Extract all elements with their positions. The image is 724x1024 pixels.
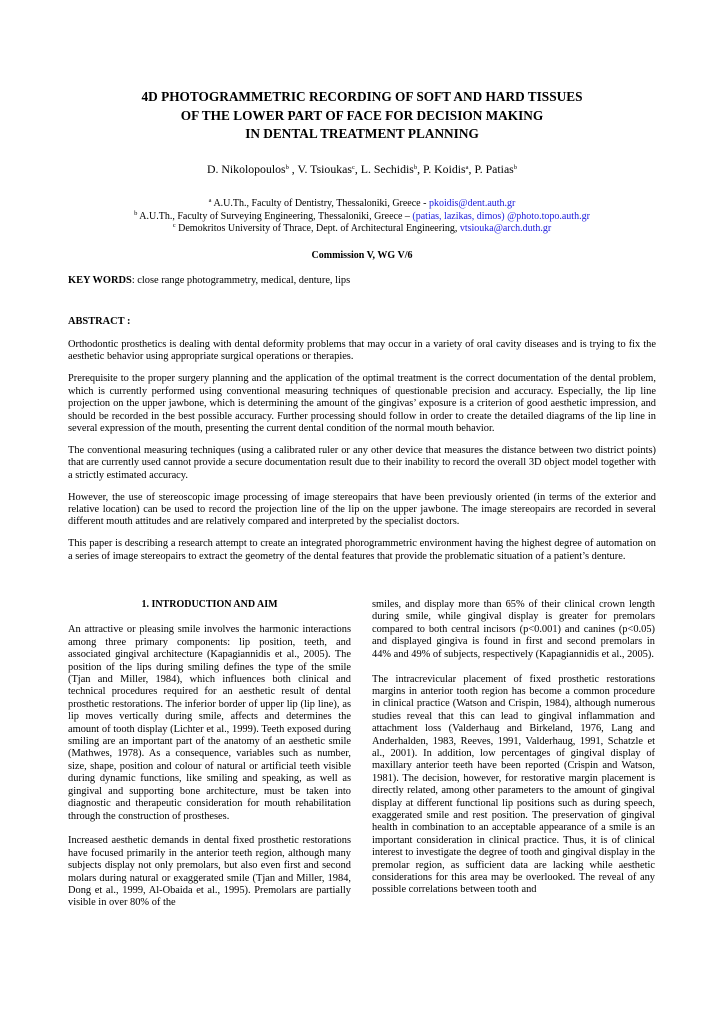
affiliation-text: Demokritos University of Thrace, Dept. of Architectural Engineering, [175,223,460,235]
affiliation-text: A.U.Th., Faculty of Dentistry, Thessaloniki, Greece - [211,198,429,209]
body-paragraph: The intracrevicular placement of fixed prosthetic restorations margins in anterior tooth region has become a common procedure in clinical practice (Watson and Crispin, 1984), although numerous studies reveal that this can lead to gingival inflammation and attachment loss (Valderhaug and Birkeland, 1976, Lang and Anderhalden, 1983, Reeves, 1991, Valderhaug, 1991, Schatzle et al., 2001). In addition, low percentages of gingival display of maxillary anterior teeth have been reported (Crispin and Watson, 1981). The decision, however, for restorative margin placement is directly related, among other parameters to the amount of gingival display at different functional lip positions such as during speech, exaggerated smile and rest position. The preservation of gingival health in combination to an acceptable appearance of a smile is an important consideration in clinical practice. Thus, it is of clinical interest to investigate the degree of tooth and gingival display in the premolar region, as sufficient data are lacking while aesthetic considerations for this area may be overlooked. The reveal of any possible correlations between tooth and [372,673,655,896]
author-list [60,162,664,176]
title-line-2: OF THE LOWER PART OF FACE FOR DECISION MAKING [180,107,544,123]
author-affil-mark: b [285,164,289,171]
affiliation-text: A.U.Th., Faculty of Surveying Engineering, Thessaloniki, Greece – [137,210,413,222]
affiliation-email-link[interactable]: vtsiouka@arch.duth.gr [459,223,552,235]
author-separator: , [288,162,298,176]
paper-title [60,88,664,144]
author-name: V. Tsioukas [297,162,352,176]
title-line-1: 4D PHOTOGRAMMETRIC RECORDING OF SOFT AND HARD TISSUES [141,89,583,104]
keywords [68,275,656,287]
body-paragraph: Increased aesthetic demands in dental fixed prosthetic restorations have focused primarily in the anterior teeth region, although many subjects display not only premolars, but also even first and second molars during natural or exaggerated smile (Tjan and Miller, 1984, Dong et al., 1999, Al-Obaida et al., 1995). Premolars are partially visible in over 80% of the [68,835,351,909]
keywords-label: KEY WORDS [68,275,132,286]
author-name: P. Koidis [423,162,466,176]
affiliations [40,198,684,236]
affiliation-mark: c [172,222,176,230]
body-paragraph: smiles, and display more than 65% of their clinical crown length during smile, while gingival display is greater for premolars compared to both central incisors (p<0.001) and canines (p<0.05) and displayed gingiva is found in first and second premolars in 44% and 49% of subjects, respectively (Kapagiannidis et al., 2005). [372,599,655,660]
affiliation-line [40,223,684,236]
author-affil-mark: b [513,164,518,171]
author-separator: , [468,162,475,176]
title-line-3: IN DENTAL TREATMENT PLANNING [245,126,479,141]
author-affil-mark: b [413,164,418,171]
left-column [68,598,351,922]
abstract-paragraph: However, the use of stereoscopic image processing of image stereopairs that have been previously oriented (in terms of the exterior and relative location) can be used to record the projection line of the lip on the upper jawbone. The image stereopairs are recorded in several different mouth attitudes and are relatively compared and interpreted by the specialist doctors. [68,491,656,528]
affiliation-email-link[interactable]: (patias, lazikas, dimos) @photo.topo.auth.gr [412,210,590,222]
commission-label: Commission V, WG V/6 [311,250,413,261]
author-separator: , [354,162,361,176]
affiliation-email-link[interactable]: pkoidis@dent.auth.gr [428,198,516,209]
affiliation-mark: a [208,197,212,204]
affiliation-line [40,211,684,224]
abstract-body [68,339,656,573]
abstract-paragraph: Prerequisite to the proper surgery planning and the application of the optimal treatment is the correct documentation of the dental problem, which is currently performed using conventional measuring techniques of questionable precision and accuracy. Especially, the lip line projection on the upper jawbone, which is determining the amount of the gingivas’ exposure is a criterion of good aesthetic impression, and should be recorded in the best possible accuracy. Further processing should follow in order to create the detailed diagrams of the lip line in several expression of the mouth, presenting the current dental condition of the normal mouth behavior. [68,373,656,434]
author-affil-mark: a [465,164,469,171]
affiliation-mark: b [134,209,138,217]
author-separator: , [417,162,424,176]
author-affil-mark: c [351,164,355,171]
abstract-heading: ABSTRACT : [68,316,131,327]
author-name: P. Patias [474,162,514,176]
abstract-paragraph: Orthodontic prosthetics is dealing with dental deformity problems that may occur in a variety of oral cavity diseases and is trying to fix the aesthetic behavior using appropriate surgical operations or therapies. [68,339,656,363]
author-name: L. Sechidis [360,162,414,176]
keywords-text: : close range photogrammetry, medical, denture, lips [131,275,351,286]
right-column [372,599,655,909]
abstract-paragraph: This paper is describing a research attempt to create an integrated phorogrammetric environment having the highest degree of automation on a series of image stereopairs to extract the geometry of the dental features that provide the problematic situation of a patient’s denture. [68,538,656,562]
section-heading: 1. INTRODUCTION AND AIM [141,599,278,610]
abstract-paragraph: The conventional measuring techniques (using a calibrated ruler or any other device that measures the distance between two district points) that are currently used cannot provide a secure documentation result due to their inability to record the overall 3D object model together with a strictly estimated accuracy. [68,444,656,481]
body-paragraph: An attractive or pleasing smile involves the harmonic interactions among three primary components: lip position, teeth, and associated gingival architecture (Kapagiannidis et al., 2005). The position of the lips during smiling defines the type of the smile (Tjan and Miller, 1984), which influences both clinical and technical procedures required for an aesthetic result of dental prosthetic restorations. The inferior border of upper lip (lip line), as lip moves vertically during smile, affects and determines the amount of tooth display (Lichter et al., 1999). Teeth exposed during smiling are an important part of the anatomy of an aesthetic smile (Mathwes, 1978). As a consequence, variables such as number, size, shape, position and colour of natural or artificial teeth visible during dynamic functions, like smiling and speaking, as well as gingival and supporting bone architecture, must be taken into diagnostic and therapeutic consideration for mouth rehabilitation through the construction of prostheses. [68,624,351,822]
author-name: D. Nikolopoulos [206,162,286,176]
